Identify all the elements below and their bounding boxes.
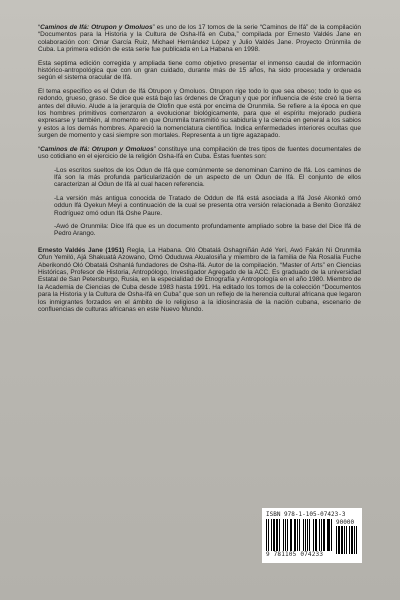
ean-bars-graphic [266,519,332,551]
compilation-paragraph: “Caminos de Ifá: Otrupon y Omoluos” constituye una compilación de tres tipos de fuentes documentales de uso cotidiano en el ejercicio de la religión Osha-Ifá en Cuba. Estas fuentes son: [38,145,361,161]
intro-book-title: Caminos de Ifá: Otrupon y Omoluos [40,24,153,31]
ean-lead-digit: 9 [266,551,270,558]
intro-text: es uno de los 17 tomos de la serie “Caminos de Ifá” de la compilación “Documentos para la Historia y la Cultura de Osha-Ifá en Cuba,” compilada por Ernesto Valdés Jane en colaboración con: Omar García Ruiz, Michael Hernández López y Julio Valdés Jane. Proyecto Orúnmila de Cuba. La primera edición de esta serie fue publicada en La Habana en 1998. [38,24,361,54]
edition-paragraph: Esta septima edición corregida y ampliada tiene como objetivo presentar el inmenso caudal de información histórico-antropológica que con un gran cuidado, durante más de 15 años, ha sido procesada y ordenada según el sistema oracular de Ifá. [38,59,361,82]
ean-left-digits: 781105 [273,551,297,558]
price-addon [336,519,358,559]
source-item: -Awó de Orunmila: Dice Ifá que es un documento profundamente ampliado sobre la base del Dice Ifá de Pedro Arango. [54,222,361,238]
isbn-label: ISBN 978-1-105-07423-3 [266,511,346,518]
intro-paragraph [38,24,361,319]
odun-description: El tema especifico es el Odun de Ifá Otrupon y Omoluos. Otrupon rige todo lo que sea obeso; todo lo que es redondo, grueso, graso. Se dice que está bajo las órdenes de Oragun y que por influencia de éste creó la tierra antes del diluvio. Alude a la jerarquía de Olofin que está por encima de Orunmila. Se refiere a la época en que los hombres primitivos comenzaron a evolucionar biológicamente, para que el espíritu mejorado pudiera expresarse y también, al momento en que Orunmila transmitió su sabiduría y la ciencia en general a los sabios y estos a los demás hombres. Apareció la nomenclatura científica. Indica enfermedades interiores ocultas que surgen de momento y casi siempre son mortales. Representa a un tigre agazapado. [38,87,361,140]
source-item: -Los escritos sueltos de los Odun de Ifá que comúnmente se denominan Camino de Ifá. Los caminos de Ifá son la más profunda particularización de un aspecto de un Odun de Ifá. El conjunto de ellos caracterizan al Odun de Ifá al cual hacen referencia. [54,166,361,189]
author-bio [38,247,361,314]
ean-barcode [266,519,332,558]
author-name: Ernesto Valdés Jane (1951) [38,246,125,254]
ean-digits [266,551,332,558]
author-bio-text: Regla, La Habana. Oló Obatalá Oshagniñán Adé Yerí, Awó Fakán Ni Orunmila Ofun Yemiló, Ajá Shakuatá Azowano, Omó Oduduwa Akualosiña y miembro de la familia de Ña Rosalía Fuche Aberikondó Oló Obatalá Oshanlá fundadores de Osha-Ifá. Autor de la compilación. “Master of Arts” en Ciencias Históricas, Profesor de Historia, Antropólogo, Investigador Agregado de la ACC. Es graduado de la universidad Estatal de San Petersburgo, Rusia, en la especialidad de Etnografía y Antropología en el año 1980. Miembro de la Academia de Ciencias de Cuba desde 1983 hasta 1991. Ha editado los tomos de la colección “Documentos para la Historia y la Cultura de Osha-Ifá en Cuba” que son un reflejo de la herencia cultural africana que legaron los inmigrantes forzados en el ámbito de lo religioso a la idiosincrasia de la nación cubana, escenario de confluencias de culturas africanas en este Nuevo Mundo. [38,246,361,313]
compilation-text: constituye una compilación de tres tipos de fuentes documentales de uso cotidiano en el ejercicio de la religión Osha-Ifá en Cuba. Estas fuentes son: [38,145,361,161]
ean-right-digits: 074233 [300,551,324,558]
price-code: 90000 [336,519,355,526]
intro: “Caminos de Ifá: Otrupon y Omoluos” es uno de los 17 tomos de la serie “Caminos de Ifá” de la compilación “Documentos para la Historia y la Cultura de Osha-Ifá en Cuba,” compilada por Ernesto Valdés Jane en colaboración con: Omar García Ruiz, Michael Hernández López y Julio Valdés Jane. Proyecto Orúnmila de Cuba. La primera edición de esta serie fue publicada en La Habana en 1998. [38,24,361,54]
barcode [266,519,358,559]
compilation-book-title: Caminos de Ifá: Otrupon y Omoluos [40,145,154,153]
barcode-box [262,508,362,563]
source-item: -La versión más antigua conocida de Tratado de Oddun de Ifá está asociada a Ifá José Akonkó omó oddun Ifá Oyekun Meyi a continuación de la cual se presenta otra versión relacionada a Benito González Rodríguez omó odun Ifá Oshe Paure. [54,194,361,217]
addon-bars-graphic [336,526,358,554]
